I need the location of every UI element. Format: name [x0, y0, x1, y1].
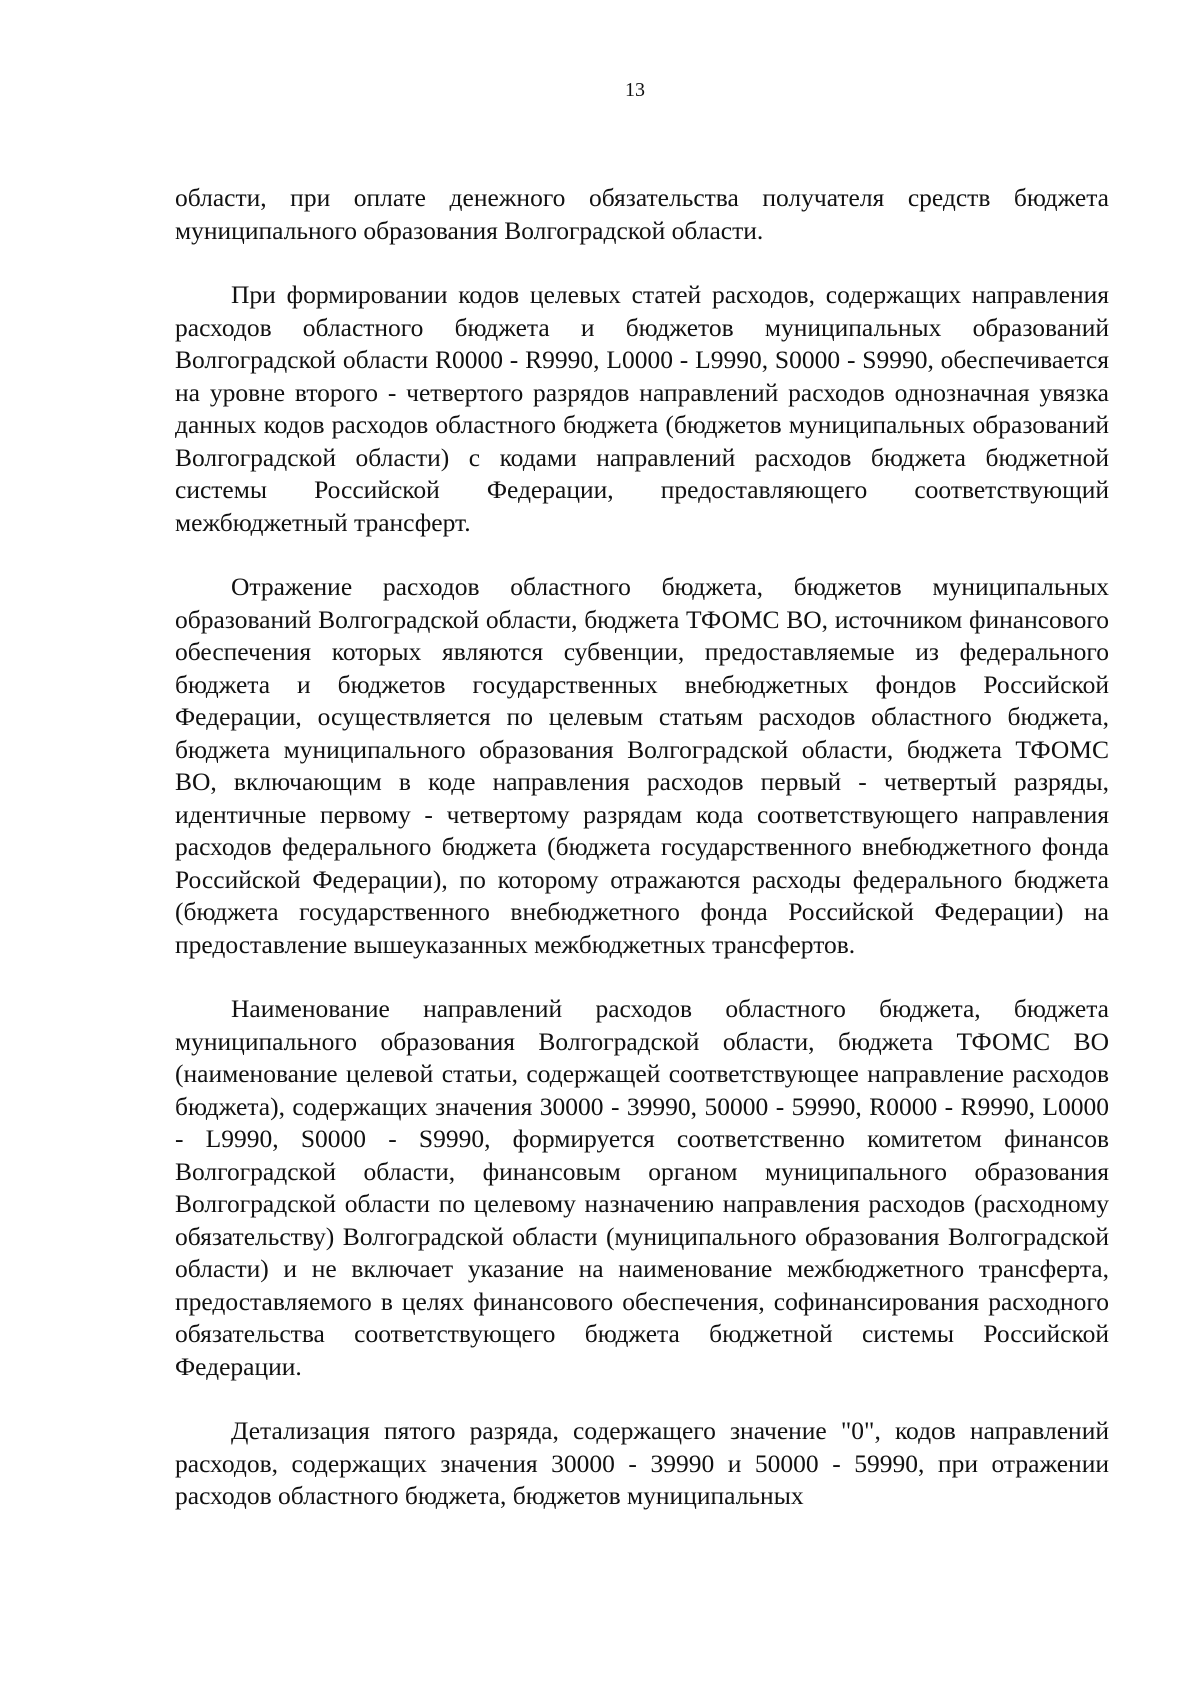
paragraph-continuation: области, при оплате денежного обязательства получателя средств бюджета муниципального образования Волгоградской области.: [175, 183, 1109, 245]
page-number: 13: [625, 79, 645, 101]
paragraph-target-article-codes: При формировании кодов целевых статей расходов, содержащих направления расходов областного бюджета и бюджетов муниципальных образований Волгоградской области R0000 - R9990, L0000 - L9990, S0000 - S9990, обеспечивается на уровне второго - четвертого разрядов направлений расходов однозначная увязка данных кодов расходов областного бюджета (бюджетов муниципальных образований Волгоградской области) с кодами направлений расходов бюджета бюджетной системы Российской Федерации, предоставляющего соответствующий межбюджетный трансферт.: [175, 280, 1109, 537]
paragraph-direction-naming: Наименование направлений расходов областного бюджета, бюджета муниципального образования Волгоградской области, бюджета ТФОМС ВО (наименование целевой статьи, содержащей соответствующее направление расходов бюджета), содержащих значения 30000 - 39990, 50000 - 59990, R0000 - R9990, L0000 - L9990, S0000 - S9990, формируется соответственно комитетом финансов Волгоградской области, финансовым органом муниципального образования Волгоградской области по целевому назначению направления расходов (расходному обязательству) Волгоградской области (муниципального образования Волгоградской области) и не включает указание на наименование межбюджетного трансферта, предоставляемого в целях финансового обеспечения, софинансирования расходного обязательства соответствующего бюджета бюджетной системы Российской Федерации.: [175, 994, 1109, 1381]
paragraph-subvention-expenses: Отражение расходов областного бюджета, бюджетов муниципальных образований Волгоградской области, бюджета ТФОМС ВО, источником финансового обеспечения которых являются субвенции, предоставляемые из федерального бюджета и бюджетов государственных внебюджетных фондов Российской Федерации, осуществляется по целевым статьям расходов областного бюджета, бюджета муниципального образования Волгоградской области, бюджета ТФОМС ВО, включающим в коде направления расходов первый - четвертый разряды, идентичные первому - четвертому разрядам кода соответствующего направления расходов федерального бюджета (бюджета государственного внебюджетного фонда Российской Федерации), по которому отражаются расходы федерального бюджета (бюджета государственного внебюджетного фонда Российской Федерации) на предоставление вышеуказанных межбюджетных трансфертов.: [175, 572, 1109, 959]
paragraph-fifth-digit-detail: Детализация пятого разряда, содержащего значение "0", кодов направлений расходов, содержащих значения 30000 - 39990 и 50000 - 59990, при отражении расходов областного бюджета, бюджетов муниципальных: [175, 1416, 1109, 1510]
document-body: [175, 182, 1109, 1513]
